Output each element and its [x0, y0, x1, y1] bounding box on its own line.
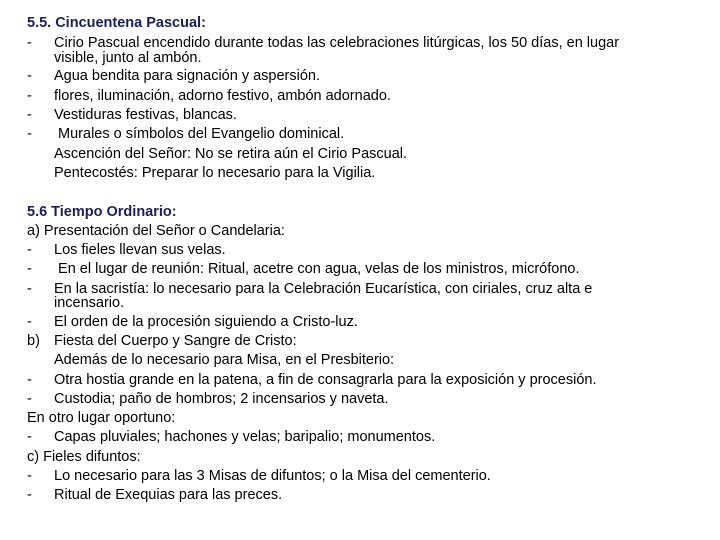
list-item: - Otra hostia grande en la patena, a fin de consagrarla para la exposición y procesión.	[27, 372, 597, 388]
note-line: Pentecostés: Preparar lo necesario para la Vigilia.	[54, 165, 376, 181]
list-item: - Capas pluviales; hachones y velas; baripalio; monumentos.	[27, 429, 436, 445]
note-line: Ascención del Señor: No se retira aún el Cirio Pascual.	[54, 146, 408, 162]
list-item: - Agua bendita para signación y aspersión.	[27, 68, 321, 84]
list-item-continuation: visible, junto al ambón.	[54, 50, 202, 66]
list-item: - En el lugar de reunión: Ritual, acetre con agua, velas de los ministros, micrófono.	[27, 261, 580, 277]
list-item: - El orden de la procesión siguiendo a Cristo-luz.	[27, 314, 358, 330]
list-item: - Lo necesario para las 3 Misas de difuntos; o la Misa del cementerio.	[27, 468, 491, 484]
subheading-line: b) Fiesta del Cuerpo y Sangre de Cristo:	[27, 333, 297, 349]
list-item: - Cirio Pascual encendido durante todas las celebraciones litúrgicas, los 50 días, en lugar	[27, 35, 620, 51]
list-item: - Vestiduras festivas, blancas.	[27, 107, 237, 123]
subheading-line: a) Presentación del Señor o Candelaria:	[27, 223, 285, 239]
subheading-line: En otro lugar oportuno:	[27, 410, 176, 426]
list-item: - Ritual de Exequias para las preces.	[27, 487, 283, 503]
list-item: - Murales o símbolos del Evangelio dominical.	[27, 126, 345, 142]
section-heading-cincuentena: 5.5. Cincuentena Pascual:	[27, 15, 206, 31]
list-item: - Los fieles llevan sus velas.	[27, 242, 226, 258]
list-item: - flores, iluminación, adorno festivo, ambón adornado.	[27, 88, 391, 104]
list-item-continuation: incensario.	[54, 295, 125, 311]
note-line: Además de lo necesario para Misa, en el Presbiterio:	[54, 352, 395, 368]
list-item: - En la sacristía: lo necesario para la Celebración Eucarística, con ciriales, cruz alta e	[27, 281, 593, 297]
list-item: - Custodia; paño de hombros; 2 incensarios y naveta.	[27, 391, 389, 407]
section-heading-tiempo-ordinario: 5.6 Tiempo Ordinario:	[27, 204, 177, 220]
subheading-line: c) Fieles difuntos:	[27, 449, 141, 465]
